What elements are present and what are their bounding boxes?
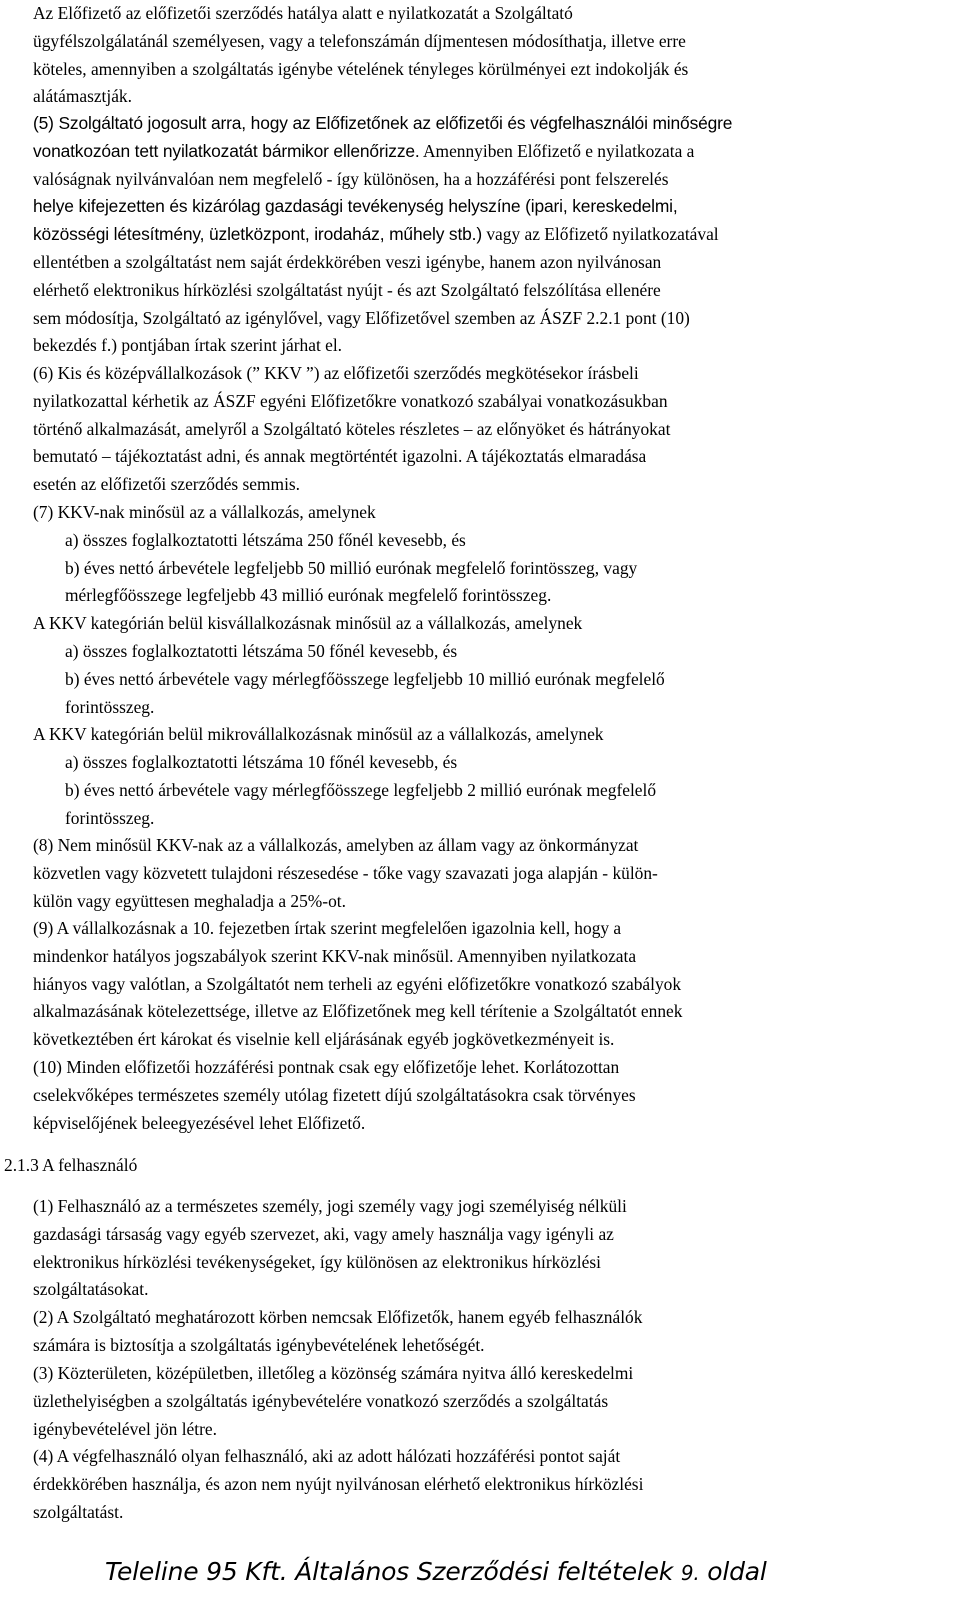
text-line: (5) Szolgáltató jogosult arra, hogy az Előfizetőnek az előfizetői és végfelhasználói minőségre bbox=[33, 113, 733, 133]
text-line: elérhető elektronikus hírközlési szolgáltatást nyújt - és azt Szolgáltató felszólítása ellenére bbox=[33, 279, 661, 300]
text-line: (3) Közterületen, középületben, illetőleg a közönség számára nyitva álló kereskedelmi bbox=[33, 1363, 634, 1383]
text-line: A KKV kategórián belül mikrovállalkozásnak minősül az a vállalkozás, amelynek bbox=[33, 724, 604, 745]
text-line: (7) KKV-nak minősül az a vállalkozás, amelynek bbox=[33, 502, 376, 522]
paragraph-5 bbox=[33, 110, 951, 360]
section-heading bbox=[4, 1152, 604, 1180]
text-line: helye kifejezetten és kizárólag gazdasági tevékenység helyszíne (ipari, kereskedelmi, bbox=[33, 196, 678, 217]
text-line: nyilatkozattal kérhetik az ÁSZF egyéni Előfizetőkre vonatkozó szabályai vonatkozásukban bbox=[33, 390, 668, 411]
text-line: szolgáltatásokat. bbox=[33, 1279, 149, 1300]
list-item-continued: forintösszeg. bbox=[65, 696, 155, 717]
text-line: üzlethelyiségben a szolgáltatás igénybevételére vonatkozó szerződés a szolgáltatás bbox=[33, 1390, 609, 1411]
text-line: (10) Minden előfizetői hozzáférési pontnak csak egy előfizetője lehet. Korlátozottan bbox=[33, 1057, 620, 1077]
list-item: a) összes foglalkoztatotti létszáma 50 főnél kevesebb, és bbox=[65, 640, 458, 661]
text-line: közvetlen vagy közvetett tulajdoni részesedése - tőke vagy szavazati joga alapján - külön- bbox=[33, 862, 658, 883]
text-line: bemutató – tájékoztatást adni, és annak megtörténtét igazolni. A tájékoztatás elmaradása bbox=[33, 446, 647, 467]
footer-text: Teleline 95 Kft. Általános Szerződési feltételek bbox=[105, 1557, 681, 1586]
text-line: szolgáltatást. bbox=[33, 1501, 124, 1522]
text-line: (1) Felhasználó az a természetes személy, jogi személy vagy jogi személyiség nélküli bbox=[33, 1196, 627, 1216]
text-line: következtében ért károkat és viselnie kell eljárásának egyéb jogkövetkezményeit is. bbox=[33, 1029, 615, 1050]
footer-page-word: oldal bbox=[699, 1557, 767, 1586]
text-line: valóságnak nyilvánvalóan nem megfelelő - így különösen, ha a hozzáférési pont felszerelés bbox=[33, 168, 669, 189]
paragraph-7 bbox=[33, 499, 951, 833]
text-line: (9) A vállalkozásnak a 10. fejezetben írtak szerint megfelelően igazolnia kell, hogy a bbox=[33, 918, 622, 938]
text-line: hiányos vagy valótlan, a Szolgáltatót nem terheli az egyéni előfizetőkre vonatkozó szabályok bbox=[33, 973, 682, 994]
section-paragraph-1 bbox=[33, 1193, 951, 1304]
list-item-continued: mérlegfőösszege legfeljebb 43 millió eurónak megfelelő forintösszeg. bbox=[65, 585, 552, 606]
list-item: b) éves nettó árbevétele vagy mérlegfőösszege legfeljebb 2 millió eurónak megfelelő bbox=[65, 779, 657, 800]
text-line: A KKV kategórián belül kisvállalkozásnak minősül az a vállalkozás, amelynek bbox=[33, 613, 583, 634]
text-line: külön vagy együttesen meghaladja a 25%-ot. bbox=[33, 890, 346, 911]
text-line: érdekkörében használja, és azon nem nyújt nyilvánosan elérhető elektronikus hírközlési bbox=[33, 1473, 644, 1494]
text-line: (4) A végfelhasználó olyan felhasználó, aki az adott hálózati hozzáférési pontot saját bbox=[33, 1446, 621, 1466]
text-line: történő alkalmazását, amelyről a Szolgáltató köteles részletes – az előnyöket és hátrányokat bbox=[33, 418, 671, 439]
text-span: Amennyiben Előfizető e nyilatkozata a bbox=[419, 140, 695, 161]
page-footer bbox=[105, 1555, 767, 1590]
list-item: b) éves nettó árbevétele vagy mérlegfőösszege legfeljebb 10 millió eurónak megfelelő bbox=[65, 668, 665, 689]
paragraph-10 bbox=[33, 1054, 951, 1137]
text-line: bekezdés f.) pontjában írtak szerint járhat el. bbox=[33, 335, 343, 356]
text-line: ellentétben a szolgáltatást nem saját érdekkörében veszi igénybe, hanem azon nyilvánosan bbox=[33, 251, 662, 272]
text-line: számára is biztosítja a szolgáltatás igénybevételének lehetőségét. bbox=[33, 1334, 485, 1355]
text-line: sem módosítja, Szolgáltató az igénylővel, vagy Előfizetővel szemben az ÁSZF 2.2.1 pont (10) bbox=[33, 307, 690, 328]
text-line: képviselőjének beleegyezésével lehet Előfizető. bbox=[33, 1112, 366, 1133]
text-line: mindenkor hatályos jogszabályok szerint KKV-nak minősül. Amennyiben nyilatkozata bbox=[33, 945, 637, 966]
list-item: b) éves nettó árbevétele legfeljebb 50 millió eurónak megfelelő forintösszeg, vagy bbox=[65, 557, 638, 578]
section-paragraph-3 bbox=[33, 1360, 951, 1443]
text-line: Az Előfizető az előfizetői szerződés hatálya alatt e nyilatkozatát a Szolgáltató bbox=[33, 3, 573, 23]
list-item: a) összes foglalkoztatotti létszáma 10 főnél kevesebb, és bbox=[65, 752, 458, 773]
text-line: esetén az előfizetői szerződés semmis. bbox=[33, 474, 301, 495]
text-line: elektronikus hírközlési tevékenységeket, így különösen az elektronikus hírközlési bbox=[33, 1251, 601, 1272]
section-paragraph-4 bbox=[33, 1443, 951, 1526]
paragraph-8 bbox=[33, 832, 951, 915]
text-line: (8) Nem minősül KKV-nak az a vállalkozás, amelyben az állam vagy az önkormányzat bbox=[33, 835, 639, 855]
text-line bbox=[33, 138, 951, 166]
text-line: (2) A Szolgáltató meghatározott körben nemcsak Előfizetők, hanem egyéb felhasználók bbox=[33, 1307, 643, 1327]
list-item: a) összes foglalkoztatotti létszáma 250 főnél kevesebb, és bbox=[65, 529, 466, 550]
page-number: 9. bbox=[680, 1561, 700, 1585]
text-line: ügyfélszolgálatánál személyesen, vagy a telefonszámán díjmentesen módosíthatja, illetve erre bbox=[33, 30, 686, 51]
paragraph-9 bbox=[33, 915, 951, 1054]
text-line: (6) Kis és középvállalkozások (” KKV ”) az előfizetői szerződés megkötésekor írásbeli bbox=[33, 363, 639, 383]
paragraph-6 bbox=[33, 360, 951, 499]
text-line: gazdasági társaság vagy egyéb szervezet, aki, vagy amely használja vagy igényli az bbox=[33, 1223, 614, 1244]
text-line: köteles, amennyiben a szolgáltatás igénybe vételének tényleges körülményei ezt indokolják és bbox=[33, 58, 689, 79]
text-span: vonatkozóan tett nyilatkozatát bármikor ellenőrizze. bbox=[33, 140, 420, 161]
text-line bbox=[33, 221, 951, 249]
text-line: alkalmazásának kötelezettsége, illetve az Előfizetőnek meg kell térítenie a Szolgáltatót ennek bbox=[33, 1001, 683, 1022]
page-title: 2.1.3 A felhasználó bbox=[4, 1155, 138, 1175]
text-span: vagy az Előfizető nyilatkozatával bbox=[482, 224, 719, 245]
text-span: közösségi létesítmény, üzletközpont, irodaház, műhely stb.) bbox=[33, 224, 483, 245]
intro-paragraph bbox=[33, 0, 953, 111]
text-line: alátámasztják. bbox=[33, 86, 132, 107]
list-item-continued: forintösszeg. bbox=[65, 807, 155, 828]
text-line: cselekvőképes természetes személy utólag fizetett díjú szolgáltatásokra csak törvényes bbox=[33, 1084, 636, 1105]
section-paragraph-2 bbox=[33, 1304, 951, 1360]
text-line: igénybevételével jön létre. bbox=[33, 1418, 217, 1439]
